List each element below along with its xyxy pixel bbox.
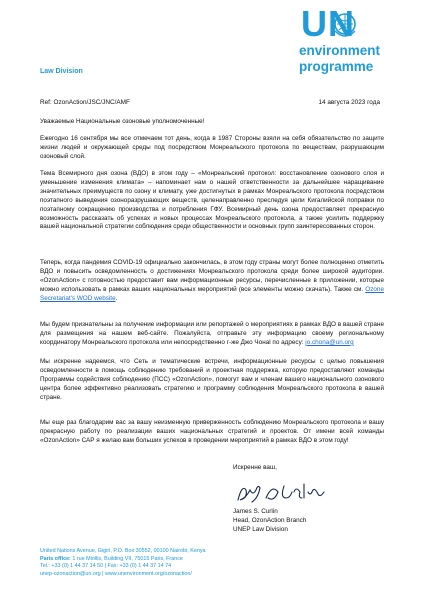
paragraph-5: Мы искренне надеемся, что Сеть и тематические встречи, информационные ресурсы с целью повышения осведомленности в помощь соблюдению требований и проектная поддержка, которую предоставляют команды Программы содействия соблюдению (ПСС) «OzonAction», помогут вам и членам вашего национального озонового центра более эффективно реализовать стратегию и программу соблюдения Монреальского протокола в вашей стране. — [40, 358, 384, 401]
logo-programme-text: programme — [299, 59, 374, 74]
un-emblem-icon — [332, 11, 358, 41]
footer-paris-address: 1 rue Miollis, Building VII, 75015 Paris, France — [70, 555, 183, 562]
signature-block — [233, 508, 306, 535]
footer-paris-label: Paris office: — [40, 555, 71, 562]
paragraph-2: Тема Всемирного дня озона (ВДО) в этом году – «Монреальский протокол: восстановление озонового слоя и уменьшение изменения климата» – напоминает нам о нашей ответственности за дальнейшее наращивание значительных преимуществ по озону и климату, уже достигнутых в рамках Монреальского протокола посредством поэтапного выведения озоноразрушающих веществ, целенаправленно преследуя цели Кигалийской поправки по поэтапному сокращению производства и потребления ГФУ. Всемирный день озона предоставляет прекрасную возможность рассказать об успехах и новых процессах Монреальского протокола, а также усилить поддержку вашей национальной стратегии соблюдения среди общественности и основных групп заинтересованных сторон. — [40, 170, 384, 231]
email-link[interactable]: jo.chona@un.org — [305, 338, 354, 346]
unep-logo — [299, 3, 414, 80]
signer-name: James S. Curlin — [233, 508, 278, 515]
footer-address — [40, 548, 206, 578]
signer-title: Head, OzonAction Branch — [233, 516, 307, 524]
paragraph-1: Ежегодно 16 сентября мы все отмечаем тот день, когда в 1987 Стороны взяли на себя обязательство по защите жизни людей и окружающей среды под посредством Монреальского протокола по веществам, разрушающим озоновый слой. — [40, 135, 384, 160]
footer-line-4: unep-ozonaction@un.org | www.unenvironment.org/ozonaction/ — [40, 570, 192, 577]
handwritten-signature — [232, 478, 332, 508]
footer-line-3: Tel.: +33 (0) 1 44 37 14 50 | Fax: +33 (0) 1 44 37 14 74 — [40, 563, 172, 570]
paragraph-6: Мы еще раз благодарим вас за вашу неизменную приверженность соблюдению Монреальского протокола и вашу прекрасную работу по реализации ваших национальных стратегий и проектов. От имени всей команды «OzonAction» САР я желаю вам больших успехов в проведении мероприятий в рамках ВДО в этом году! — [40, 419, 384, 444]
logo-environment-text: environment — [299, 43, 381, 58]
paragraph-4-text: Мы будем признательны за получение информации или репортажей о мероприятиях в рамках ВДО в вашей стране для размещения на нашем веб-сайте. Пожалуйста, отправьте эту информацию своему региональному координатору Монреальского протокола или непосредственно г-же Джо Чонаl по адресу: — [40, 321, 384, 346]
paragraph-4 — [40, 321, 384, 348]
footer-line-2 — [40, 556, 206, 564]
letter-date: 14 августа 2023 года — [318, 99, 380, 106]
footer-line-1: United Nations Avenue, Gigiri, P.O. Box 30552, 00100 Nairobi, Kenya — [40, 548, 206, 554]
paragraph-3: Теперь, когда пандемия COVID-19 официально закончилась, в этом году страны могут более полноценно отметить ВДО и повысить осведомленность о достижениях Монреальского протокола среди более широкой аудитории. «OzonAction» с готовностью предоставит вам информационные ресурсы, перечисленные в приложении, которые можно использовать в рамках ваших национальных мероприятий (все элементы можно скачать). Также см. Ozone Secretariat's WOD website. — [40, 259, 384, 302]
closing-text: Искренне ваш, — [233, 464, 277, 471]
salutation: Уважаемые Национальные озоновые уполномоченные! — [40, 118, 205, 125]
ozone-secretariat-wod-link[interactable]: Ozone Secretariat's WOD website — [40, 285, 384, 302]
logo-un-text: UN — [301, 3, 355, 44]
reference-number: Ref: OzonAction/JSC/JNC/AMF — [40, 99, 130, 106]
signer-unit: UNEP Law Division — [233, 525, 288, 533]
paragraph-3-text: Теперь, когда пандемия COVID-19 официально закончилась, в этом году страны могут более полноценно отметить ВДО и повысить осведомленность о достижениях Монреальского протокола среди более широкой аудитории. «OzonAction» с готовностью предоставит вам информационные ресурсы, перечисленные в приложении, которые можно использовать в рамках ваших национальных мероприятий (все элементы можно скачать). Также см. — [40, 259, 384, 293]
division-name: Law Division — [40, 68, 83, 75]
